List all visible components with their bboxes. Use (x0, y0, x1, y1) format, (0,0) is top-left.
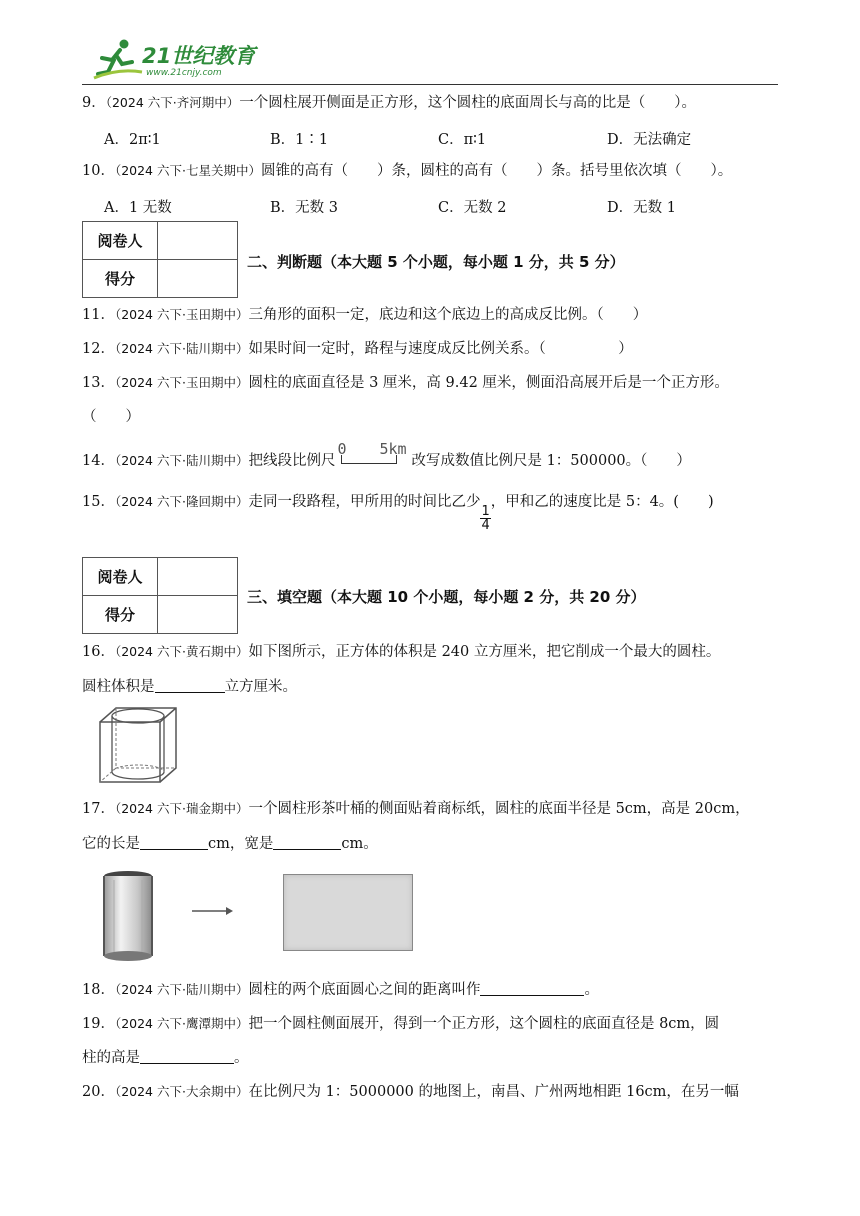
question-12 (82, 339, 633, 359)
question-10 (82, 161, 732, 181)
option-a[interactable]: A．1 无数 (104, 200, 172, 216)
question-text: 如果时间一定时，路程与速度成反比例关系。（ ） (248, 341, 633, 357)
question-source: （2024 六下·瑞金期中） (114, 801, 249, 816)
question-19 (82, 1014, 719, 1034)
reviewer-cell[interactable] (158, 558, 238, 596)
question-text: ，甲和乙的速度比是 5：4。( ) (490, 494, 714, 510)
question-number: 16． (82, 644, 115, 660)
question-text: 圆锥的高有（ ）条，圆柱的高有（ ）条。括号里依次填（ ）。 (260, 163, 733, 179)
option-d[interactable]: D．无数 1 (607, 200, 676, 216)
question-text: 把线段比例尺 (248, 453, 336, 469)
question-number: 18． (82, 982, 115, 998)
question-16 (82, 642, 720, 662)
question-source: （2024 六下·陆川期中） (114, 982, 249, 997)
fraction-denominator: 4 (481, 518, 490, 533)
question-text: 如下图所示，正方体的体积是 240 立方厘米，把它削成一个最大的圆柱。 (248, 644, 721, 660)
question-text: 圆柱的两个底面圆心之间的距离叫作 (248, 982, 481, 998)
option-b[interactable]: B．1∶1 (270, 132, 329, 148)
question-text: 三角形的面积一定，底边和这个底边上的高成反比例。（ ） (248, 307, 648, 323)
question-number: 9． (82, 95, 106, 111)
question-source: （2024 六下·七星关期中） (114, 163, 261, 178)
question-17 (82, 799, 750, 819)
score-table (82, 221, 238, 298)
arrow-icon (192, 906, 234, 916)
question-source: （2024 六下·隆回期中） (114, 494, 249, 509)
question-source: （2024 六下·陆川期中） (114, 341, 249, 356)
header-logo (92, 38, 262, 82)
line-scale-figure (335, 440, 411, 467)
score-cell[interactable] (158, 596, 238, 634)
logo-url: www.21cnjy.com (146, 68, 222, 78)
score-cell[interactable] (158, 260, 238, 298)
question-13 (82, 373, 729, 393)
fraction (480, 505, 490, 532)
question-text: 。 (234, 1050, 249, 1066)
option-c[interactable]: C．π∶1 (438, 132, 487, 148)
question-text: 它的长是 (82, 836, 140, 852)
tea-can-figure (100, 870, 156, 962)
answer-blank[interactable] (140, 1049, 234, 1064)
question-number: 17． (82, 801, 115, 817)
question-number: 10． (82, 163, 115, 179)
runner-logo-icon (92, 38, 144, 80)
question-text: 把一个圆柱侧面展开，得到一个正方形，这个圆柱的底面直径是 8cm，圆 (248, 1016, 720, 1032)
score-table (82, 557, 238, 634)
answer-blank[interactable] (140, 835, 208, 850)
question-19-line2 (82, 1048, 249, 1068)
question-source: （2024 六下·大余期中） (114, 1084, 249, 1099)
question-number: 15． (82, 494, 115, 510)
question-text: 一个圆柱形茶叶桶的侧面贴着商标纸，圆柱的底面半径是 5cm，高是 20cm， (248, 801, 750, 817)
section-title: 二、判断题（本大题 5 个小题，每小题 1 分，共 5 分） (247, 253, 625, 271)
score-label: 得分 (83, 260, 158, 298)
question-number: 14． (82, 453, 115, 469)
question-13-bracket: （ ） (82, 409, 140, 425)
question-text: 。 (584, 982, 599, 998)
reviewer-cell[interactable] (158, 222, 238, 260)
question-15 (82, 492, 714, 532)
question-text: 立方厘米。 (224, 679, 297, 695)
question-text: cm，宽是 (208, 836, 274, 852)
option-b[interactable]: B．无数 3 (270, 200, 338, 216)
scale-right-label: 5km (379, 440, 407, 458)
question-number: 11． (82, 307, 115, 323)
option-d[interactable]: D．无法确定 (607, 132, 692, 148)
question-number: 20． (82, 1084, 115, 1100)
scale-left-label: 0 (337, 440, 347, 458)
question-text: 圆柱的底面直径是 3 厘米，高 9.42 厘米，侧面沿高展开后是一个正方形。 (248, 375, 729, 391)
question-17-line2 (82, 834, 378, 854)
option-a[interactable]: A．2π∶1 (104, 132, 161, 148)
question-text: 一个圆柱展开侧面是正方形，这个圆柱的底面周长与高的比是（ ）。 (239, 95, 696, 111)
scale-bar (341, 455, 397, 464)
reviewer-label: 阅卷人 (83, 222, 158, 260)
question-source: （2024 六下·黄石期中） (114, 644, 249, 659)
answer-blank[interactable] (155, 678, 225, 693)
option-c[interactable]: C．无数 2 (438, 200, 507, 216)
score-label: 得分 (83, 596, 158, 634)
question-text: 在比例尺为 1：5000000 的地图上，南昌、广州两地相距 16cm，在另一幅 (248, 1084, 739, 1100)
question-text: 柱的高是 (82, 1050, 140, 1066)
question-source: （2024 六下·玉田期中） (114, 307, 249, 322)
question-text: 走同一段路程，甲所用的时间比乙少 (248, 494, 481, 510)
question-number: 12． (82, 341, 115, 357)
answer-blank[interactable] (273, 835, 341, 850)
question-20 (82, 1082, 739, 1102)
question-source: （2024 六下·陆川期中） (114, 453, 249, 468)
question-source: （2024 六下·鹰潭期中） (114, 1016, 249, 1031)
question-source: （2024 六下·玉田期中） (114, 375, 249, 390)
question-text: 改写成数值比例尺是 1：500000。（ ） (411, 453, 691, 469)
question-18 (82, 980, 599, 1000)
answer-blank[interactable] (480, 981, 584, 996)
fraction-numerator: 1 (481, 504, 490, 519)
question-11 (82, 305, 647, 325)
question-14 (82, 440, 691, 471)
question-number: 13． (82, 375, 115, 391)
question-text: 圆柱体积是 (82, 679, 155, 695)
question-source: （2024 六下·齐河期中） (105, 95, 240, 110)
header-rule (82, 84, 778, 85)
question-9 (82, 93, 696, 113)
cube-cylinder-figure (98, 706, 178, 784)
question-16-line2 (82, 677, 297, 697)
section-title: 三、填空题（本大题 10 个小题，每小题 2 分，共 20 分） (247, 588, 646, 606)
question-text: cm。 (341, 836, 378, 852)
question-number: 19． (82, 1016, 115, 1032)
label-rectangle-figure (283, 874, 413, 951)
logo-title: 21世纪教育 (142, 44, 256, 68)
reviewer-label: 阅卷人 (83, 558, 158, 596)
